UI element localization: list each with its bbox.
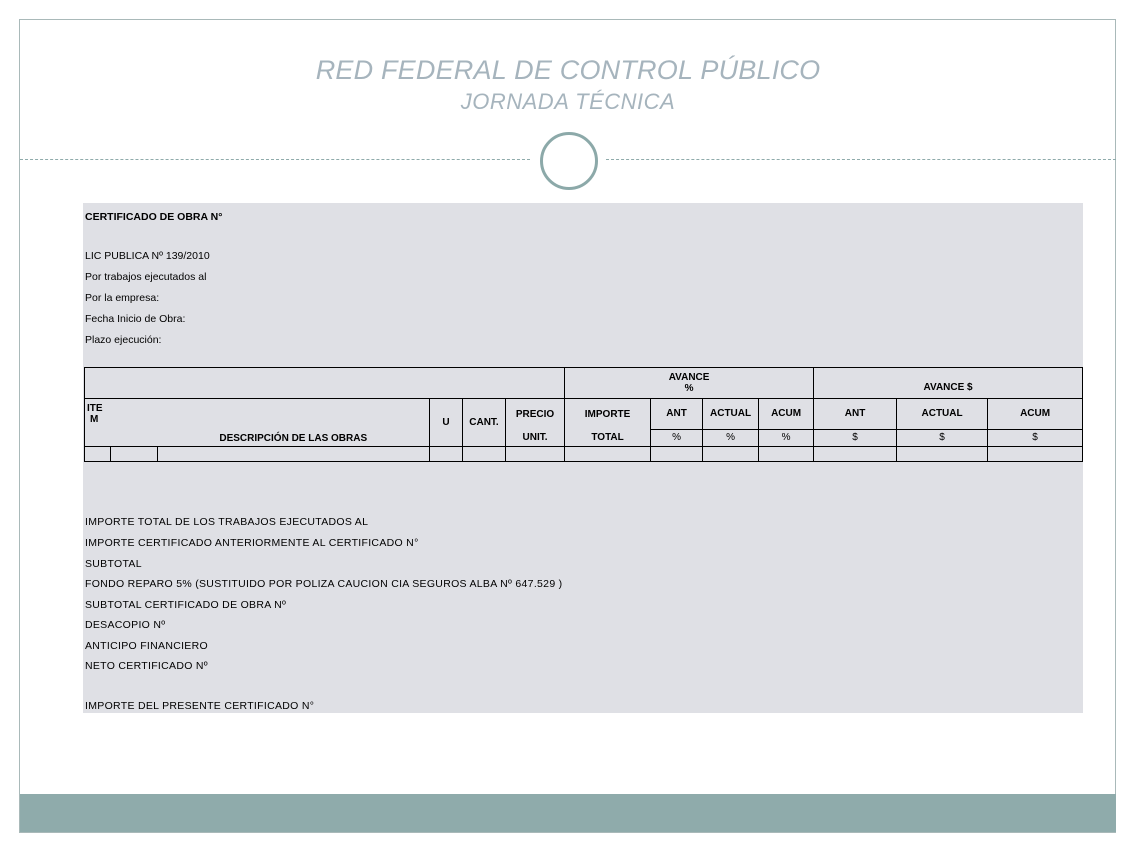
header-blank	[85, 368, 565, 399]
table-cell	[463, 446, 506, 461]
avance-money-header: AVANCE $	[814, 368, 1083, 399]
works-table	[84, 367, 1083, 462]
pct-ant-header: ANT	[651, 398, 703, 430]
money-unit: $	[988, 430, 1083, 446]
quantity-header: CANT.	[463, 398, 506, 446]
table-cell	[651, 446, 703, 461]
summary-line: NETO CERTIFICADO Nº	[85, 660, 208, 672]
footer-bar	[20, 794, 1116, 832]
slide-subtitle: JORNADA TÉCNICA	[460, 89, 676, 114]
money-unit: $	[814, 430, 897, 446]
summary-line: SUBTOTAL CERTIFICADO DE OBRA Nº	[85, 599, 287, 611]
table-cell	[158, 446, 430, 461]
avance-pct-label: AVANCE	[668, 371, 710, 383]
table-cell	[565, 446, 651, 461]
info-line: Por la empresa:	[85, 292, 160, 304]
table-cell	[506, 446, 565, 461]
item-label-line1: ITE	[87, 402, 103, 414]
info-line: Fecha Inicio de Obra:	[85, 313, 186, 325]
divider-right	[606, 159, 1116, 160]
pct-unit: %	[703, 430, 759, 446]
pct-actual-header: ACTUAL	[703, 398, 759, 430]
table-cell	[85, 446, 111, 461]
summary-line: FONDO REPARO 5% (SUSTITUIDO POR POLIZA CAUCION CIA SEGUROS ALBA Nº 647.529 )	[85, 578, 563, 590]
amount-header-line2: TOTAL	[565, 430, 651, 446]
pct-unit: %	[759, 430, 814, 446]
circle-ornament-icon	[540, 132, 598, 190]
money-ant-header: ANT	[814, 398, 897, 430]
summary-line: IMPORTE CERTIFICADO ANTERIORMENTE AL CERTIFICADO N°	[85, 537, 419, 549]
money-actual-header: ACTUAL	[897, 398, 988, 430]
table-cell	[814, 446, 897, 461]
item-header-bottom	[85, 430, 158, 446]
price-header-line2: UNIT.	[506, 430, 565, 446]
price-header: PRECIO	[506, 398, 565, 430]
item-label-line2: M	[90, 413, 99, 425]
summary-line: DESACOPIO Nº	[85, 619, 166, 631]
slide-title: RED FEDERAL DE CONTROL PÚBLICO	[315, 55, 821, 85]
table-cell	[897, 446, 988, 461]
info-line: LIC PUBLICA Nº 139/2010	[85, 250, 210, 262]
certificate-heading: CERTIFICADO DE OBRA N°	[85, 211, 223, 223]
description-header: DESCRIPCIÓN DE LAS OBRAS	[158, 398, 430, 446]
pct-acum-header: ACUM	[759, 398, 814, 430]
summary-line: IMPORTE TOTAL DE LOS TRABAJOS EJECUTADOS AL	[85, 516, 369, 528]
table-cell	[759, 446, 814, 461]
divider-left	[20, 159, 530, 160]
unit-header: U	[430, 398, 463, 446]
summary-line: ANTICIPO FINANCIERO	[85, 640, 208, 652]
table-cell	[988, 446, 1083, 461]
pct-unit: %	[651, 430, 703, 446]
summary-line: SUBTOTAL	[85, 558, 142, 570]
table-cell	[430, 446, 463, 461]
certificate-sheet	[83, 203, 1083, 713]
info-line: Plazo ejecución:	[85, 334, 162, 346]
table-cell	[111, 446, 158, 461]
summary-total-line: IMPORTE DEL PRESENTE CERTIFICADO N°	[85, 700, 315, 712]
info-line: Por trabajos ejecutados al	[85, 271, 207, 283]
money-unit: $	[897, 430, 988, 446]
item-header	[85, 398, 158, 430]
table-cell	[703, 446, 759, 461]
amount-header: IMPORTE	[565, 398, 651, 430]
avance-pct-symbol: %	[684, 382, 694, 394]
money-acum-header: ACUM	[988, 398, 1083, 430]
avance-pct-header	[565, 368, 814, 399]
